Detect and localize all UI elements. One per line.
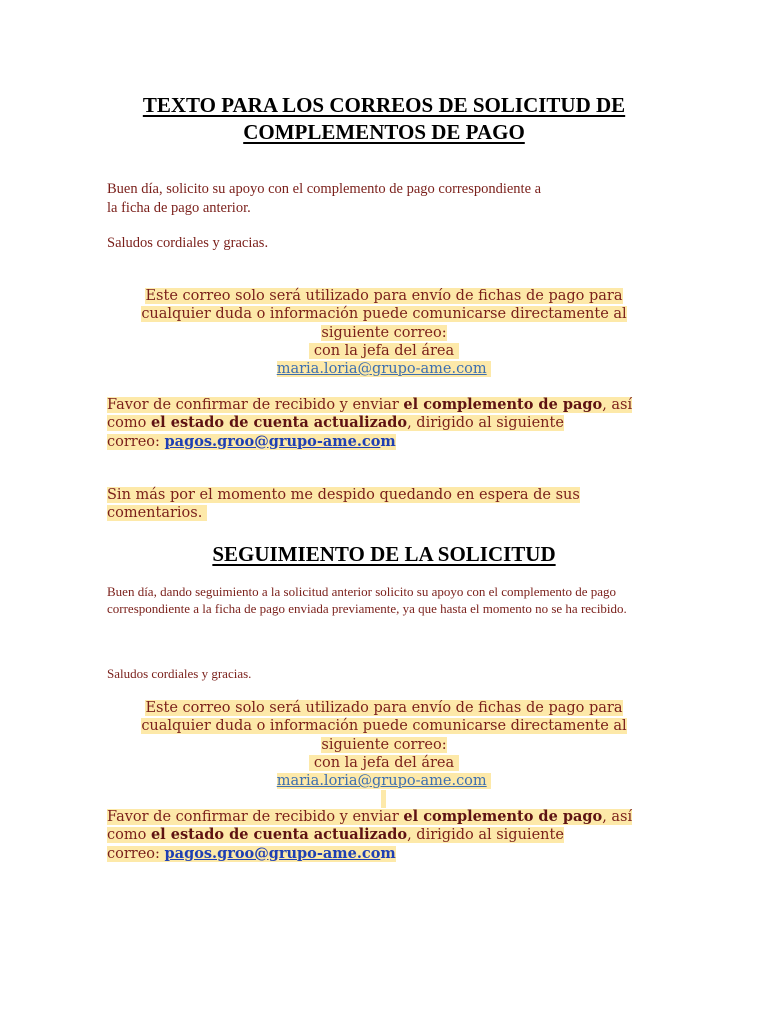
notice2-email-wrap — [277, 773, 492, 789]
confirm-line-1 — [107, 397, 632, 413]
confirm-block — [107, 396, 632, 451]
notice-email-wrap — [277, 361, 492, 377]
notice2-line-2: cualquier duda o información puede comunicarse directamente al — [141, 718, 627, 735]
confirm-line-3 — [107, 434, 396, 450]
followup-title: SEGUIMIENTO DE LA SOLICITUD — [212, 542, 556, 566]
confirm2-line-1 — [107, 809, 632, 825]
closing-line-2 — [107, 505, 207, 521]
request-paragraph — [107, 180, 577, 218]
confirm2-line-2 — [107, 827, 564, 843]
followup-line-2: correspondiente a la ficha de pago enviada previamente, ya que hasta el momento no se ha recibido. — [107, 601, 627, 616]
notice-email-link[interactable]: maria.loria@grupo-ame.com — [276, 361, 487, 378]
confirm-line-2 — [107, 415, 564, 431]
notice-block — [107, 287, 661, 378]
confirm2-part-4: , dirigido al siguiente — [407, 827, 564, 844]
notice-line-2: cualquier duda o información puede comunicarse directamente al — [141, 306, 627, 323]
confirm2-bold-1: el complemento de pago — [403, 808, 603, 825]
title-line-1: TEXTO PARA LOS CORREOS DE SOLICITUD DE — [142, 93, 626, 117]
confirm2-part-2: , así — [602, 809, 633, 825]
closing-block — [107, 486, 580, 523]
title-line-2: COMPLEMENTOS DE PAGO — [243, 120, 525, 144]
confirm-part-3: como — [107, 415, 151, 432]
followup-regards: Saludos cordiales y gracias. — [107, 666, 252, 681]
confirm-bold-1: el complemento de pago — [403, 396, 603, 413]
confirm-block-2 — [107, 808, 632, 863]
payments-email-link[interactable]: pagos.groo@grupo-ame.co — [164, 432, 381, 450]
confirm2-part-3: como — [107, 827, 151, 844]
payments-email-last-letter: m — [380, 432, 396, 450]
notice-line-1: Este correo solo será utilizado para envío de fichas de pago para — [145, 288, 623, 304]
notice2-email-link[interactable]: maria.loria@grupo-ame.com — [276, 773, 487, 790]
confirm2-line-3 — [107, 846, 396, 862]
request-line-2: la ficha de pago anterior. — [107, 200, 251, 216]
followup-line-1: Buen día, dando seguimiento a la solicitud anterior solicito su apoyo con el complemento de pago — [107, 584, 617, 599]
request-line-1: Buen día, solicito su apoyo con el complemento de pago correspondiente a — [107, 181, 542, 197]
confirm-part-2: , así — [602, 397, 633, 413]
confirm-part-4: , dirigido al siguiente — [407, 415, 564, 432]
notice2-line-1: Este correo solo será utilizado para envío de fichas de pago para — [145, 700, 623, 716]
notice2-line-4 — [309, 755, 459, 771]
confirm2-part-1: Favor de confirmar de recibido y enviar — [107, 809, 404, 825]
confirm2-bold-2: el estado de cuenta actualizado — [150, 826, 408, 844]
notice-block-2 — [107, 699, 661, 790]
payments-email-link-2[interactable]: pagos.groo@grupo-ame.co — [164, 844, 381, 862]
notice-line-4 — [309, 343, 459, 359]
notice-line-3: siguiente correo: — [321, 324, 447, 341]
confirm-part-5: correo: — [107, 433, 165, 450]
notice2-line-3: siguiente correo: — [321, 736, 447, 753]
confirm-part-1: Favor de confirmar de recibido y enviar — [107, 397, 404, 413]
notice2-line-4-text: con la jefa del área — [313, 754, 455, 771]
closing-line-2-text: comentarios. — [107, 505, 203, 522]
notice-line-4-text: con la jefa del área — [313, 342, 455, 359]
confirm-bold-2: el estado de cuenta actualizado — [150, 414, 408, 432]
followup-paragraph — [107, 583, 687, 617]
confirm2-part-5: correo: — [107, 845, 165, 862]
page-title — [60, 92, 708, 146]
request-regards: Saludos cordiales y gracias. — [107, 235, 269, 251]
highlight-spacer — [381, 790, 386, 808]
payments-email-last-letter-2: m — [380, 844, 396, 862]
closing-line-1: Sin más por el momento me despido quedando en espera de sus — [107, 487, 580, 503]
